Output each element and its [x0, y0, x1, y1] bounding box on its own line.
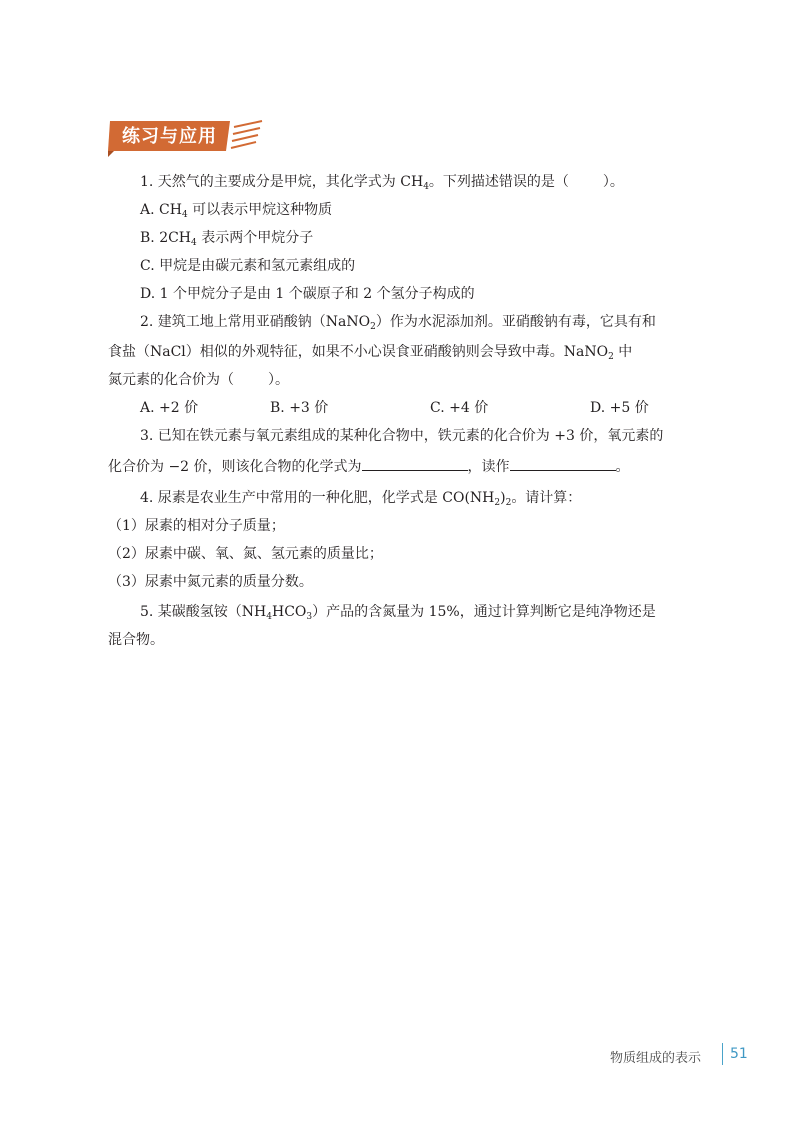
- q4-stem: 4. 尿素是农业生产中常用的一种化肥，化学式是 $CO(NH_2)_2$。请计算：: [140, 490, 582, 508]
- q3-blank-name: [510, 458, 616, 471]
- q3-stem-line1: 3. 已知在铁元素与氧元素组成的某种化合物中，铁元素的化合价为 +3 价，氧元素的: [140, 428, 664, 444]
- q1-stem: 1. 天然气的主要成分是甲烷，其化学式为 $CH_4$。下列描述错误的是（ ）。: [140, 174, 624, 192]
- q3-stem-line2: 化合价为 −2 价，则该化合物的化学式为 ，读作 。: [108, 459, 630, 475]
- page-number: 51: [730, 1046, 748, 1062]
- footer-divider: [722, 1043, 723, 1065]
- q2-option-c: C. +4 价: [430, 400, 489, 416]
- q4-part-3: （3）尿素中氮元素的质量分数。: [108, 574, 313, 590]
- q2-option-b: B. +3 价: [270, 400, 329, 416]
- q4-part-2: （2）尿素中碳、氧、氮、氢元素的质量比；: [108, 546, 383, 562]
- q5-stem-line1: 5. 某碳酸氢铵$(NH_4HCO_3)$产品的含氮量为 15%，通过计算判断它是纯净物还是: [140, 604, 656, 622]
- footer-chapter-title: 物质组成的表示: [610, 1051, 702, 1066]
- q2-stem-line2: 食盐（NaCl）相似的外观特征，如果不小心误食亚硝酸钠则会导致中毒。NaNO$_2$ 中: [108, 344, 633, 362]
- q5-stem-line2: 混合物。: [108, 632, 164, 648]
- q2-option-d: D. +5 价: [590, 400, 649, 416]
- q4-part-1: （1）尿素的相对分子质量；: [108, 518, 285, 534]
- q3-blank-formula: [362, 458, 468, 471]
- q2-stem-line3: 氮元素的化合价为（ ）。: [108, 372, 289, 388]
- q1-option-c: C. 甲烷是由碳元素和氢元素组成的: [140, 258, 356, 274]
- section-banner: [104, 117, 266, 159]
- q1-option-a: A. $CH_4$ 可以表示甲烷这种物质: [140, 202, 333, 220]
- section-title: 练习与应用: [122, 126, 217, 147]
- q1-option-b: B. $2CH_4$ 表示两个甲烷分子: [140, 230, 314, 248]
- q2-stem-line1: 2. 建筑工地上常用亚硝酸钠（NaNO$_2$）作为水泥添加剂。亚硝酸钠有毒，它具有和: [140, 314, 656, 332]
- q2-option-a: A. +2 价: [140, 400, 199, 416]
- q1-option-d: D. 1 个甲烷分子是由 1 个碳原子和 2 个氢分子构成的: [140, 286, 475, 302]
